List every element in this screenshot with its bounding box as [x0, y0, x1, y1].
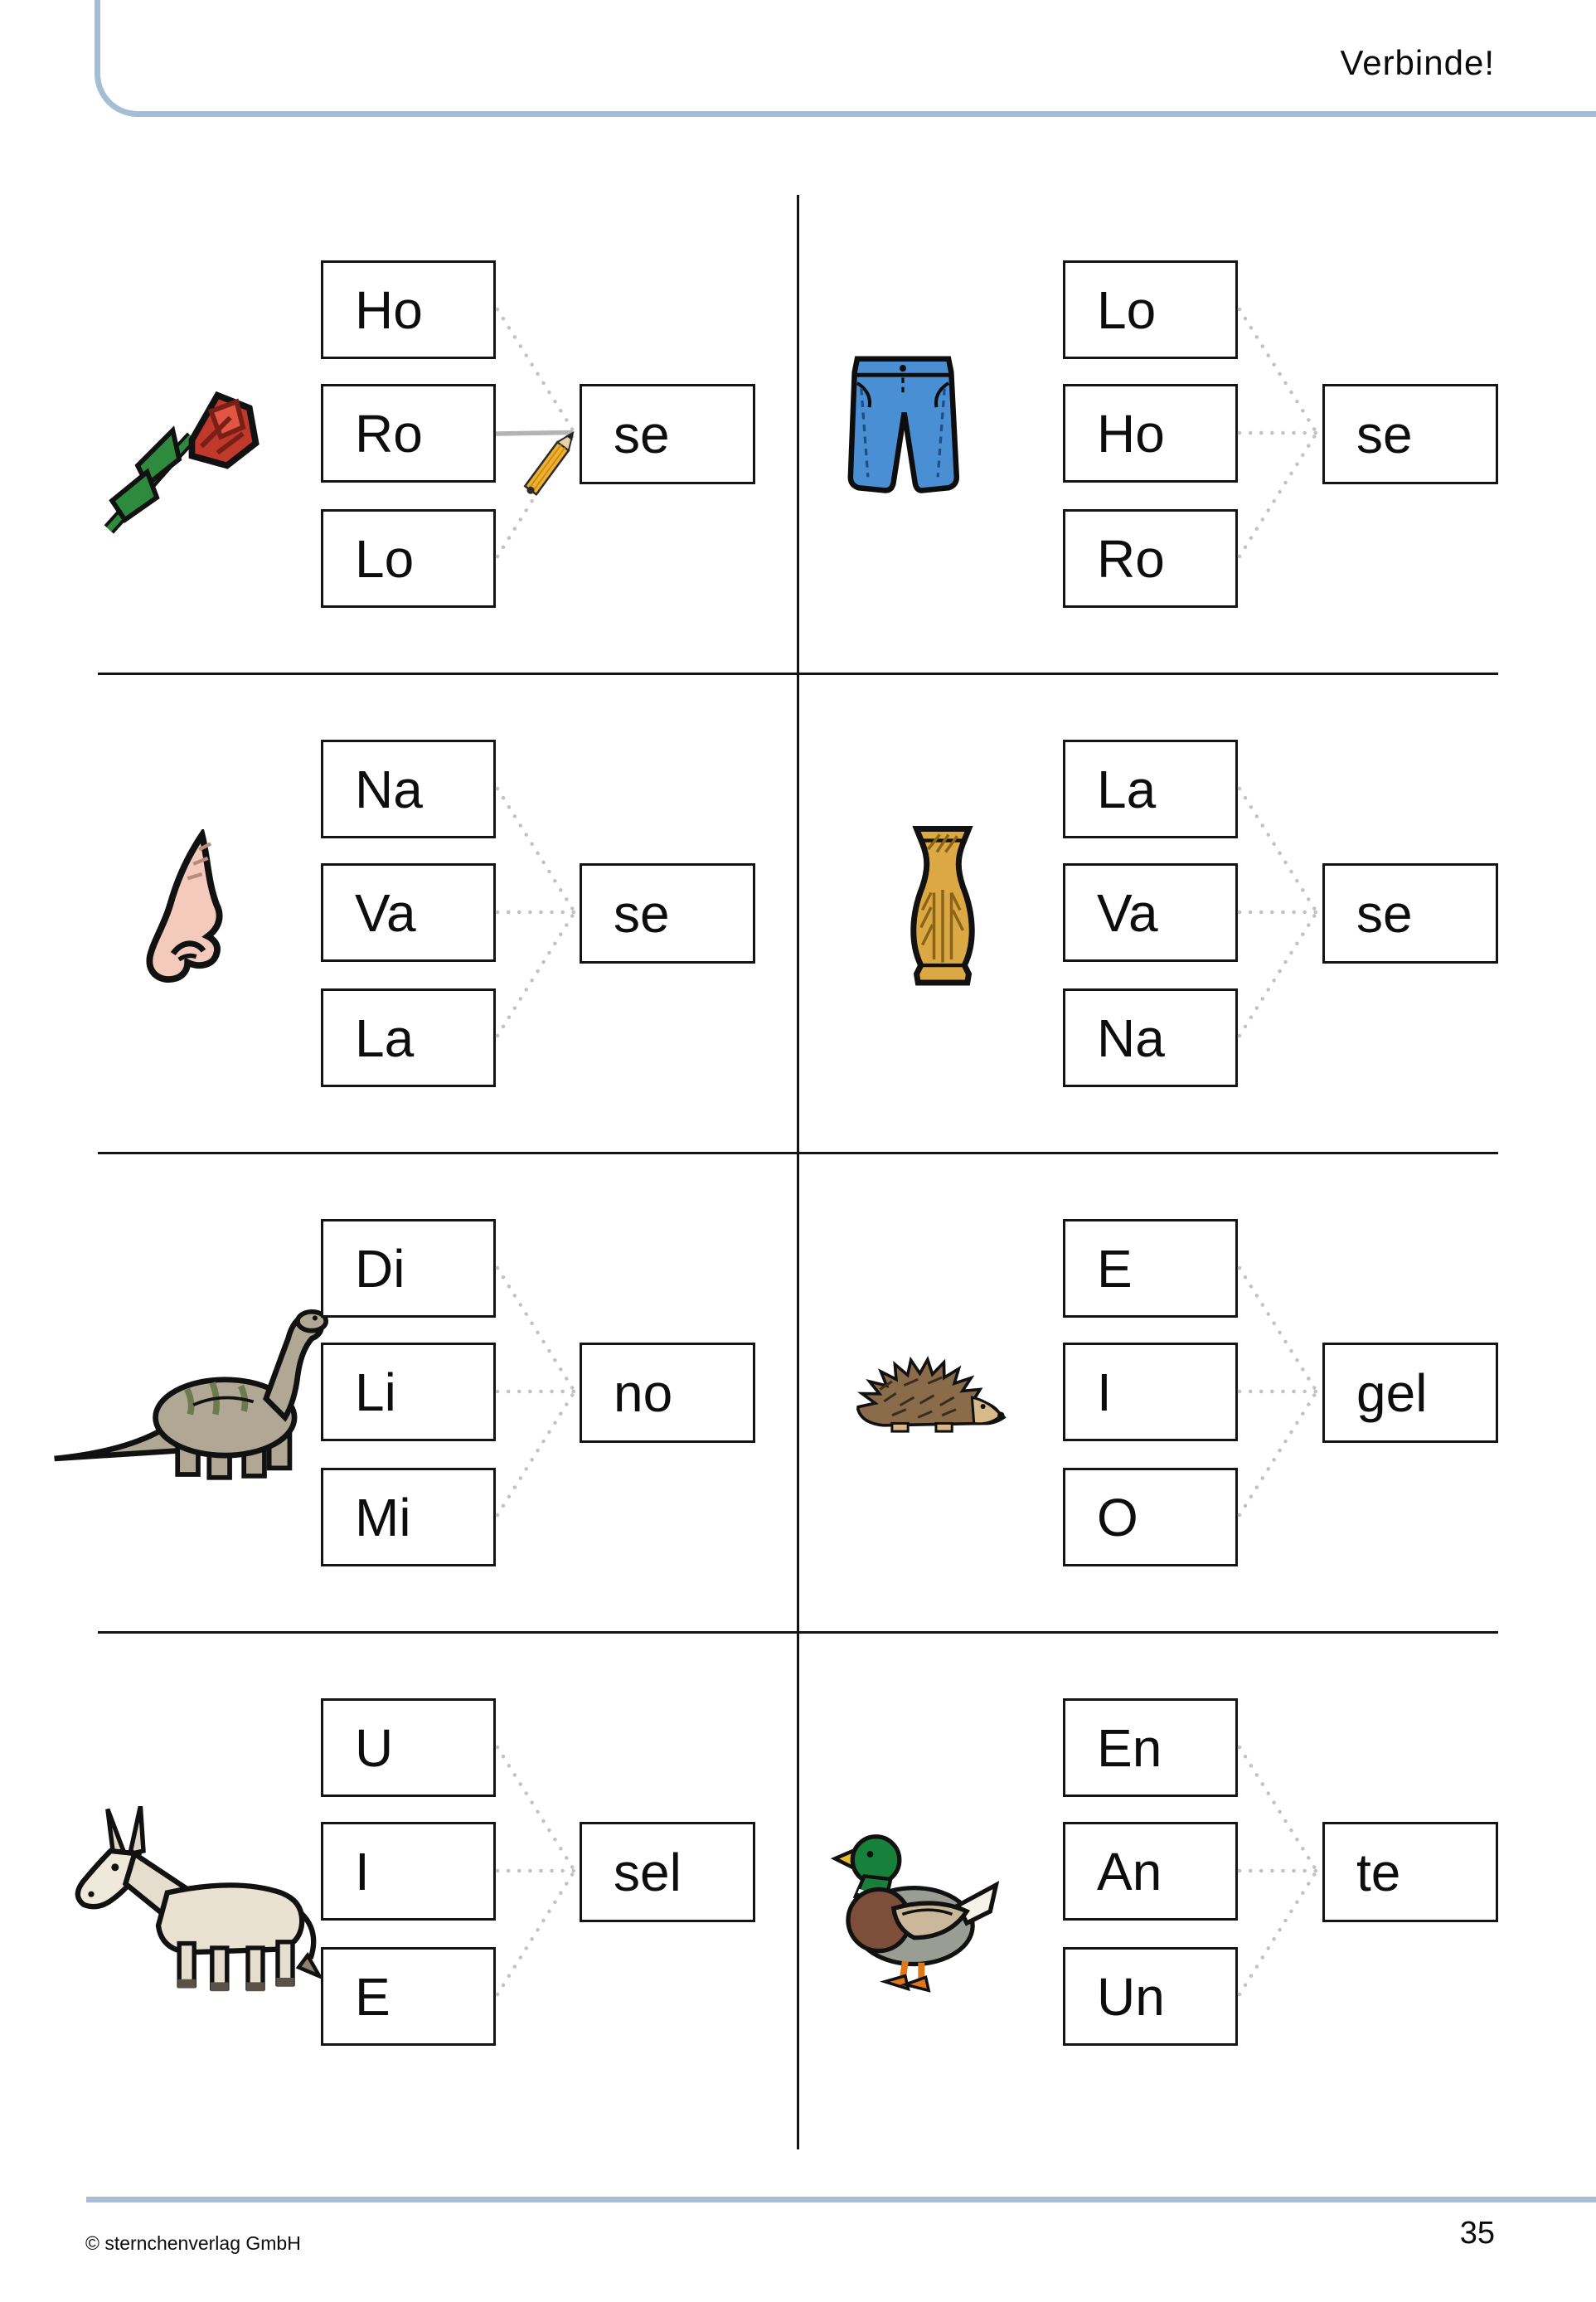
ending-box[interactable] [1322, 384, 1498, 484]
syllable-box[interactable] [1063, 260, 1238, 359]
ending-box[interactable] [580, 863, 755, 964]
syllable-label: Lo [355, 528, 415, 589]
syllable-label: O [1097, 1487, 1138, 1547]
connector-lines [1237, 779, 1320, 1045]
syllable-box[interactable] [321, 1822, 496, 1921]
syllable-box[interactable] [1063, 1822, 1238, 1921]
syllable-label: La [355, 1008, 415, 1068]
donkey-image [56, 1806, 342, 1993]
ending-box[interactable] [580, 384, 755, 484]
duck-image [829, 1820, 1005, 2001]
vase-image [902, 819, 983, 995]
syllable-label: E [355, 1966, 391, 2027]
syllable-box[interactable] [321, 260, 496, 359]
syllable-box[interactable] [321, 1468, 496, 1566]
connector-lines [1237, 1738, 1320, 2003]
ending-box[interactable] [580, 1343, 755, 1443]
ending-label: se [614, 404, 670, 464]
syllable-box[interactable] [1063, 1698, 1238, 1797]
syllable-label: Ro [1097, 528, 1165, 589]
syllable-box[interactable] [321, 1698, 496, 1797]
nose-image [108, 829, 247, 988]
syllable-label: U [355, 1717, 394, 1778]
ending-label: se [614, 883, 670, 944]
syllable-box[interactable] [321, 863, 496, 962]
ending-box[interactable] [1322, 1822, 1498, 1922]
syllable-label: Va [355, 882, 416, 943]
syllable-box[interactable] [1063, 863, 1238, 962]
syllable-box[interactable] [321, 988, 496, 1087]
syllable-box[interactable] [1063, 509, 1238, 608]
syllable-box[interactable] [1063, 384, 1238, 483]
ending-box[interactable] [580, 1822, 755, 1922]
hedgehog-image [844, 1317, 1014, 1443]
pencil-icon [525, 433, 573, 494]
syllable-box[interactable] [321, 1219, 496, 1318]
copyright-text: © sternchenverlag GmbH [85, 2232, 301, 2254]
center-divider [797, 195, 799, 2149]
syllable-label: Un [1097, 1966, 1165, 2027]
syllable-box[interactable] [1063, 1219, 1238, 1318]
syllable-label: Mi [355, 1487, 411, 1547]
ending-label: gel [1356, 1362, 1428, 1423]
connector-lines [495, 1259, 578, 1524]
syllable-label: I [1097, 1362, 1112, 1422]
syllable-label: Ho [1097, 403, 1165, 464]
syllable-box[interactable] [1063, 740, 1238, 838]
syllable-label: Lo [1097, 279, 1157, 340]
page-number: 35 [1459, 2216, 1495, 2251]
syllable-box[interactable] [1063, 988, 1238, 1087]
syllable-label: Na [1097, 1008, 1165, 1068]
syllable-label: La [1097, 759, 1157, 819]
syllable-box[interactable] [321, 509, 496, 608]
ending-box[interactable] [1322, 863, 1498, 964]
syllable-label: E [1097, 1238, 1133, 1299]
example-line-pencil [488, 418, 595, 511]
syllable-box[interactable] [321, 384, 496, 483]
syllable-box[interactable] [1063, 1468, 1238, 1566]
syllable-label: Li [355, 1362, 396, 1422]
ending-label: sel [614, 1842, 682, 1902]
syllable-label: Na [355, 759, 423, 819]
connector-lines [495, 1738, 578, 2003]
jeans-image [836, 347, 970, 511]
ending-label: se [1356, 883, 1413, 944]
syllable-label: Va [1097, 882, 1158, 943]
syllable-label: An [1097, 1841, 1162, 1901]
ending-box[interactable] [1322, 1343, 1498, 1443]
syllable-box[interactable] [321, 1343, 496, 1441]
syllable-box[interactable] [1063, 1343, 1238, 1441]
connector-lines [495, 779, 578, 1045]
page-title: Verbinde! [1340, 43, 1495, 82]
rose-image [93, 367, 269, 539]
footer-divider-line [86, 2197, 1596, 2202]
connector-lines [1237, 300, 1320, 566]
syllable-box[interactable] [1063, 1947, 1238, 2046]
ending-label: no [614, 1362, 673, 1423]
syllable-box[interactable] [321, 740, 496, 838]
ending-label: te [1356, 1842, 1401, 1902]
syllable-label: Ho [355, 279, 423, 340]
connector-lines [1237, 1259, 1320, 1524]
syllable-label: Ro [355, 403, 423, 464]
syllable-label: Di [355, 1238, 405, 1299]
syllable-label: En [1097, 1717, 1162, 1778]
ending-label: se [1356, 404, 1413, 464]
syllable-label: I [355, 1841, 370, 1901]
syllable-box[interactable] [321, 1947, 496, 2046]
